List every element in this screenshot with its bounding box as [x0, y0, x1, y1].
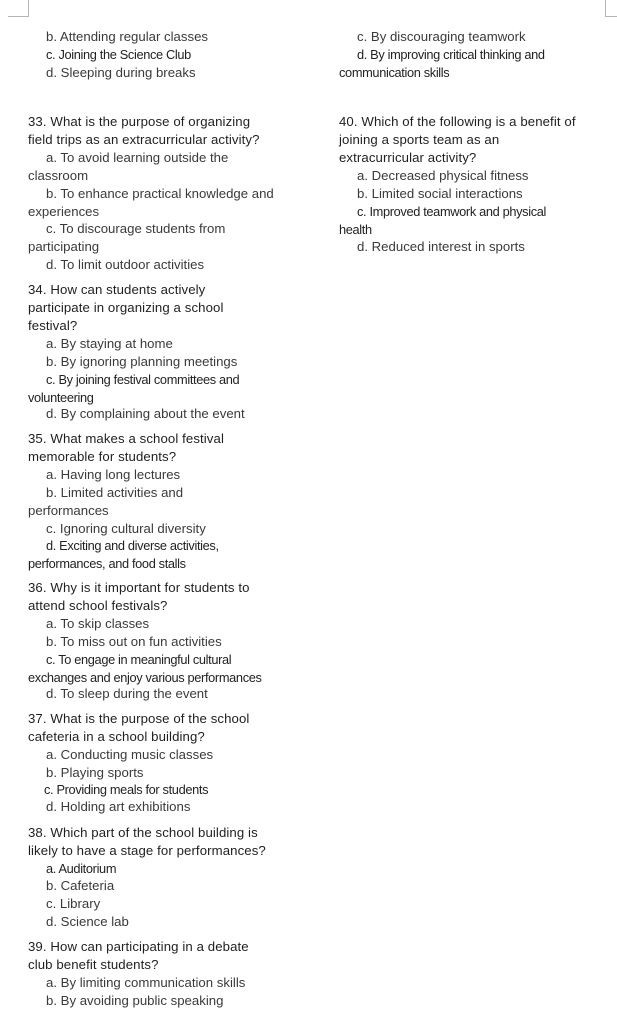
answer-option: b. Limited activities and — [46, 485, 184, 500]
answer-option: d. By complaining about the event — [46, 406, 245, 421]
option-line: d. By improving critical thinking and — [357, 47, 545, 62]
option-line: c. Joining the Science Club — [46, 47, 191, 62]
answer-option: d. Exciting and diverse activities, — [46, 538, 219, 553]
question-text-continued: club benefit students? — [28, 957, 159, 972]
question-text-continued: participate in organizing a school — [28, 300, 224, 315]
answer-option: c. By joining festival committees and — [46, 372, 240, 387]
answer-option: c. Ignoring cultural diversity — [46, 521, 206, 536]
question-text: 40. Which of the following is a benefit of — [339, 114, 576, 129]
answer-option: d. Reduced interest in sports — [357, 239, 525, 254]
answer-option: a. By limiting communication skills — [46, 975, 246, 990]
answer-option: d. To sleep during the event — [46, 686, 208, 701]
question-text: 37. What is the purpose of the school — [28, 711, 250, 726]
question-text-continued: cafeteria in a school building? — [28, 729, 205, 744]
answer-option: d. To limit outdoor activities — [46, 257, 205, 272]
answer-option: c. Improved teamwork and physical — [357, 204, 547, 219]
page-corner-mark-left — [8, 0, 29, 17]
answer-option: b. By ignoring planning meetings — [46, 354, 238, 369]
answer-option-continued: classroom — [28, 168, 89, 183]
question-text-continued: festival? — [28, 318, 78, 333]
page-corner-mark-right — [605, 0, 617, 17]
question-text-continued: attend school festivals? — [28, 598, 168, 613]
answer-option: a. Having long lectures — [46, 467, 181, 482]
question-text-continued: field trips as an extracurricular activity? — [28, 132, 260, 147]
answer-option: b. By avoiding public speaking — [46, 993, 224, 1008]
answer-option: a. Auditorium — [46, 861, 117, 876]
answer-option: b. Limited social interactions — [357, 186, 523, 201]
answer-option: a. Conducting music classes — [46, 747, 214, 762]
option-line: b. Attending regular classes — [46, 29, 209, 44]
question-text: 38. Which part of the school building is — [28, 825, 258, 840]
answer-option: b. To enhance practical knowledge and — [46, 186, 274, 201]
answer-option: a. To avoid learning outside the — [46, 150, 229, 165]
question-text-continued: likely to have a stage for performances? — [28, 843, 266, 858]
question-text-continued: extracurricular activity? — [339, 150, 477, 165]
answer-option: b. To miss out on fun activities — [46, 634, 222, 649]
answer-option: a. Decreased physical fitness — [357, 168, 529, 183]
answer-option: d. Science lab — [46, 914, 129, 929]
question-text-continued: joining a sports team as an — [339, 132, 500, 147]
question-text: 33. What is the purpose of organizing — [28, 114, 251, 129]
answer-option: b. Cafeteria — [46, 878, 115, 893]
answer-option: c. Providing meals for students — [44, 782, 209, 797]
answer-option-continued: exchanges and enjoy various performances — [28, 670, 262, 685]
answer-option: c. To discourage students from — [46, 221, 226, 236]
answer-option-continued: health — [339, 222, 372, 237]
answer-option-continued: participating — [28, 239, 100, 254]
question-text: 35. What makes a school festival — [28, 431, 224, 446]
question-text: 34. How can students actively — [28, 282, 206, 297]
option-line: communication skills — [339, 65, 450, 80]
answer-option: d. Holding art exhibitions — [46, 799, 191, 814]
answer-option-continued: performances, and food stalls — [28, 556, 186, 571]
answer-option-continued: volunteering — [28, 390, 94, 405]
question-text: 39. How can participating in a debate — [28, 939, 249, 954]
answer-option-continued: performances — [28, 503, 109, 518]
question-text-continued: memorable for students? — [28, 449, 177, 464]
answer-option: c. To engage in meaningful cultural — [46, 652, 232, 667]
answer-option-continued: experiences — [28, 204, 100, 219]
option-line: d. Sleeping during breaks — [46, 65, 196, 80]
answer-option: a. To skip classes — [46, 616, 150, 631]
option-line: c. By discouraging teamwork — [357, 29, 526, 44]
answer-option: a. By staying at home — [46, 336, 173, 351]
question-text: 36. Why is it important for students to — [28, 580, 250, 595]
answer-option: c. Library — [46, 896, 101, 911]
answer-option: b. Playing sports — [46, 765, 144, 780]
